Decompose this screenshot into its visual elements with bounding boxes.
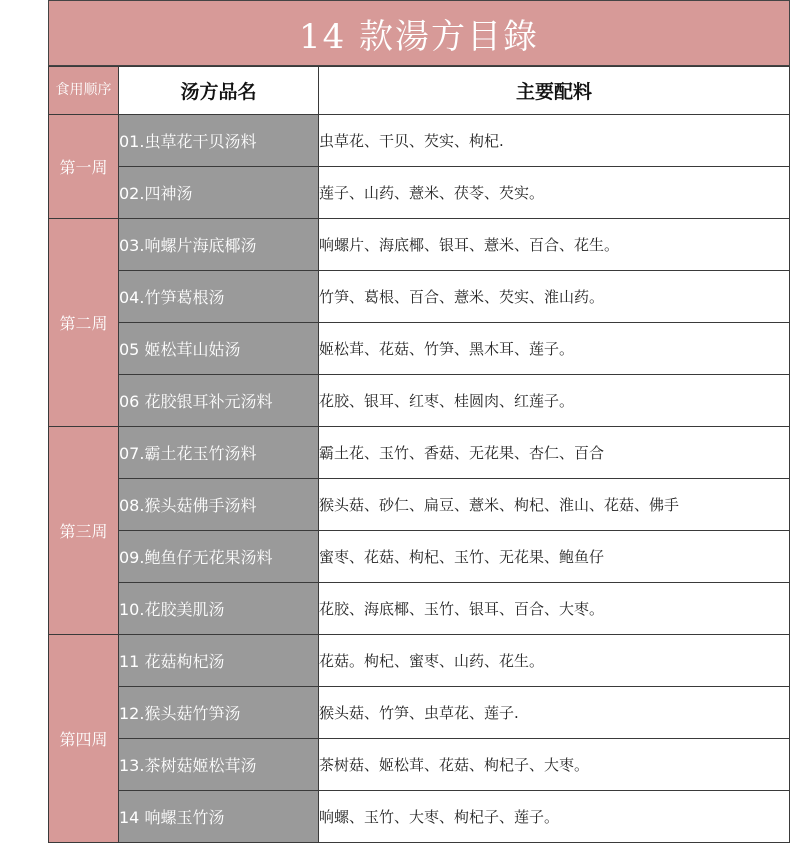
week-label: 第二周 bbox=[49, 219, 119, 427]
ingredients-cell: 花菇。枸杞、蜜枣、山药、花生。 bbox=[319, 635, 790, 687]
ingredients-cell: 姬松茸、花菇、竹笋、黑木耳、莲子。 bbox=[319, 323, 790, 375]
soup-name-cell: 07.霸土花玉竹汤料 bbox=[119, 427, 319, 479]
header-week-order: 食用顺序 bbox=[49, 67, 119, 115]
catalog-title: 14 款湯方目錄 bbox=[48, 0, 790, 66]
soup-name-cell: 08.猴头菇佛手汤料 bbox=[119, 479, 319, 531]
soup-name-cell: 13.茶树菇姬松茸汤 bbox=[119, 739, 319, 791]
table-row bbox=[49, 583, 790, 635]
table-row bbox=[49, 479, 790, 531]
table-row bbox=[49, 635, 790, 687]
soup-name-cell: 05 姬松茸山姑汤 bbox=[119, 323, 319, 375]
table-row bbox=[49, 687, 790, 739]
table-row bbox=[49, 739, 790, 791]
soup-name-cell: 01.虫草花干贝汤料 bbox=[119, 115, 319, 167]
table-row bbox=[49, 271, 790, 323]
table-row bbox=[49, 531, 790, 583]
week-label: 第四周 bbox=[49, 635, 119, 843]
soup-name-cell: 10.花胶美肌汤 bbox=[119, 583, 319, 635]
soup-name-cell: 02.四神汤 bbox=[119, 167, 319, 219]
soup-name-cell: 11 花菇枸杞汤 bbox=[119, 635, 319, 687]
soup-name-cell: 09.鲍鱼仔无花果汤料 bbox=[119, 531, 319, 583]
table-row bbox=[49, 791, 790, 843]
ingredients-cell: 响螺片、海底椰、银耳、薏米、百合、花生。 bbox=[319, 219, 790, 271]
ingredients-cell: 霸土花、玉竹、香菇、无花果、杏仁、百合 bbox=[319, 427, 790, 479]
ingredients-cell: 竹笋、葛根、百合、薏米、芡实、淮山药。 bbox=[319, 271, 790, 323]
header-ingredients: 主要配料 bbox=[319, 67, 790, 115]
ingredients-cell: 猴头菇、砂仁、扁豆、薏米、枸杞、淮山、花菇、佛手 bbox=[319, 479, 790, 531]
header-soup-name: 汤方品名 bbox=[119, 67, 319, 115]
soup-table bbox=[48, 66, 790, 843]
ingredients-cell: 响螺、玉竹、大枣、枸杞子、莲子。 bbox=[319, 791, 790, 843]
soup-name-cell: 12.猴头菇竹笋汤 bbox=[119, 687, 319, 739]
soup-name-cell: 14 响螺玉竹汤 bbox=[119, 791, 319, 843]
table-row bbox=[49, 167, 790, 219]
soup-name-cell: 03.响螺片海底椰汤 bbox=[119, 219, 319, 271]
soup-name-cell: 04.竹笋葛根汤 bbox=[119, 271, 319, 323]
week-label: 第一周 bbox=[49, 115, 119, 219]
ingredients-cell: 莲子、山药、薏米、茯苓、芡实。 bbox=[319, 167, 790, 219]
table-row bbox=[49, 115, 790, 167]
table-row bbox=[49, 427, 790, 479]
table-row bbox=[49, 219, 790, 271]
header-row bbox=[49, 67, 790, 115]
table-row bbox=[49, 375, 790, 427]
soup-name-cell: 06 花胶银耳补元汤料 bbox=[119, 375, 319, 427]
table-body bbox=[49, 115, 790, 843]
ingredients-cell: 花胶、海底椰、玉竹、银耳、百合、大枣。 bbox=[319, 583, 790, 635]
table-row bbox=[49, 323, 790, 375]
ingredients-cell: 虫草花、干贝、芡实、枸杞. bbox=[319, 115, 790, 167]
ingredients-cell: 蜜枣、花菇、枸杞、玉竹、无花果、鲍鱼仔 bbox=[319, 531, 790, 583]
ingredients-cell: 猴头菇、竹笋、虫草花、莲子. bbox=[319, 687, 790, 739]
ingredients-cell: 茶树菇、姬松茸、花菇、枸杞子、大枣。 bbox=[319, 739, 790, 791]
week-label: 第三周 bbox=[49, 427, 119, 635]
ingredients-cell: 花胶、银耳、红枣、桂圆肉、红莲子。 bbox=[319, 375, 790, 427]
